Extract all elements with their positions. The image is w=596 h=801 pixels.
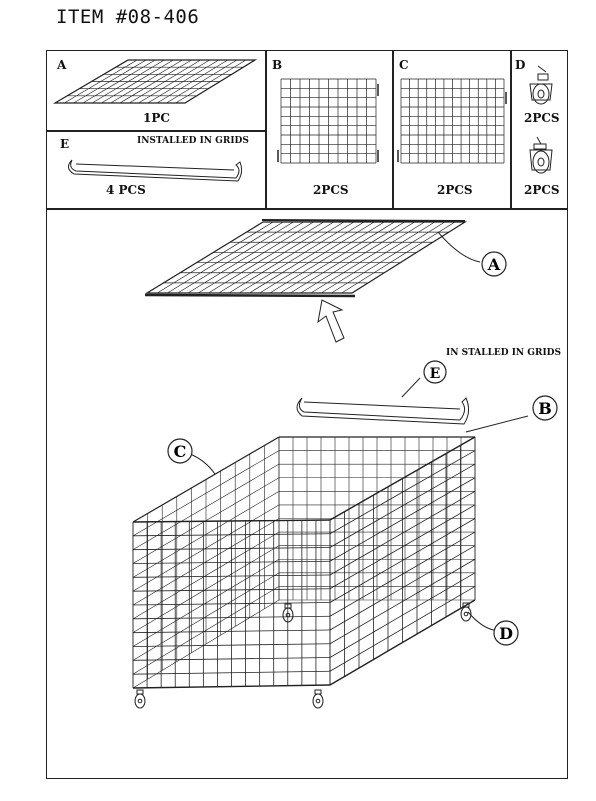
part-e-rail-drawing [68,160,241,181]
callout-d-leader [468,612,494,630]
callout-b-leader [466,416,528,432]
callout-c-leader [190,454,215,474]
part-d-letter: D [515,58,526,72]
callout-a [482,252,506,276]
part-b-grid-drawing [278,79,378,163]
callout-b-text: B [538,399,552,418]
part-a-letter: A [57,58,67,72]
assembly-rail-drawing [297,398,469,424]
part-d-quantity-bottom: 2PCS [524,183,560,197]
callout-e [424,361,446,383]
callout-c [168,439,192,463]
part-d-caster-top-drawing [530,66,552,104]
assembly-cage-drawing [133,437,475,708]
part-e-note: INSTALLED IN GRIDS [137,136,249,146]
item-number-title: ITEM #08-406 [56,6,200,28]
part-a-top-grid-drawing [55,60,255,103]
callout-d [494,621,518,645]
insert-arrow-icon [318,300,344,342]
assembly-e-note: IN STALLED IN GRIDS [446,348,561,358]
callout-e-leader [402,378,420,397]
part-d-quantity-top: 2PCS [524,111,560,125]
part-c-quantity: 2PCS [437,183,473,197]
part-d-caster-bottom-drawing [530,137,552,173]
callout-a-text: A [487,255,501,274]
callout-d-text: D [499,624,513,643]
part-c-letter: C [399,58,409,72]
callout-c-text: C [173,442,187,461]
part-b-letter: B [272,58,283,72]
callout-a-leader [438,232,480,262]
callout-b [533,396,557,420]
assembly-top-grid-drawing [145,220,465,296]
part-b-quantity: 2PCS [313,183,349,197]
part-e-letter: E [60,137,70,151]
part-c-grid-drawing [398,79,506,163]
part-e-quantity: 4 PCS [106,183,146,197]
part-a-quantity: 1PC [143,111,170,125]
callout-e-text: E [429,366,441,382]
